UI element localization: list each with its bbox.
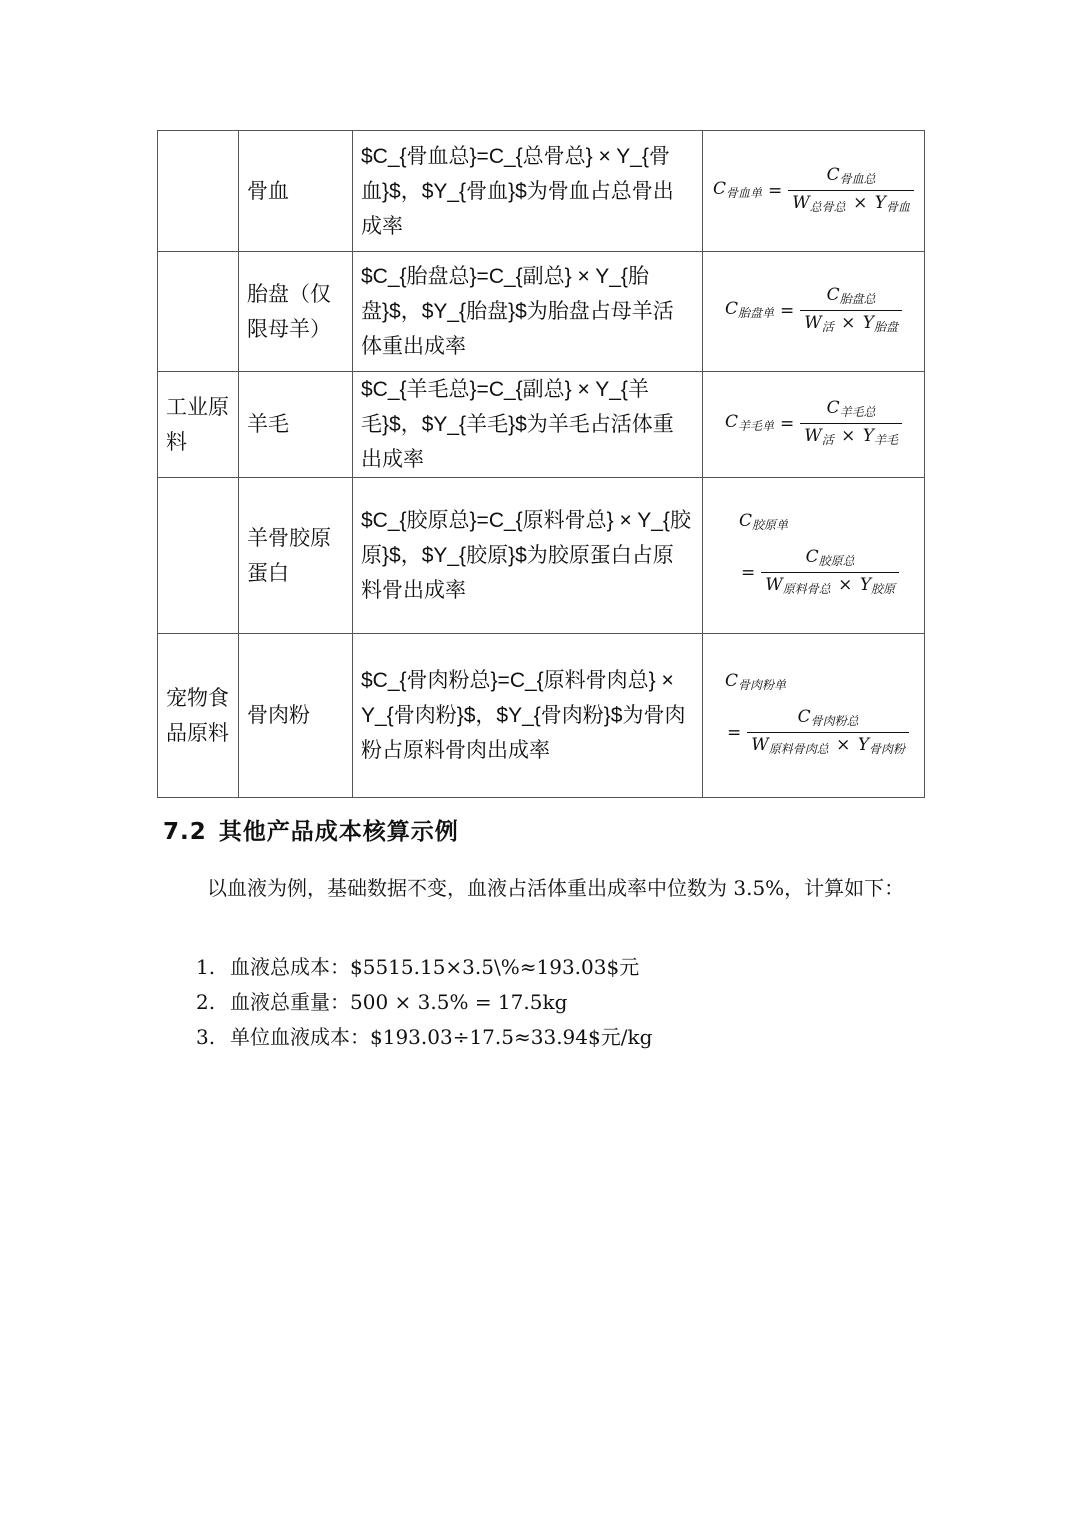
table-row	[158, 478, 925, 634]
product-cell: 羊毛	[239, 372, 353, 478]
table-row	[158, 252, 925, 372]
product-cell: 骨血	[239, 131, 353, 252]
formula-text-cell: $C_{骨血总}=C_{总骨总} × Y_{骨血}$，$Y_{骨血}$为骨血占总骨出成率	[353, 131, 703, 252]
unit-cost-formula: $C_{骨血单}$ = $\frac{C_{骨血总}}{W_{总骨总} \times Y_{骨血}}$	[711, 164, 916, 219]
table-row	[158, 634, 925, 798]
table-row	[158, 372, 925, 478]
calculation-steps	[196, 950, 652, 1055]
category-cell: 宠物食品原料	[158, 634, 239, 798]
formula-text-cell: $C_{胎盘总}=C_{副总} × Y_{胎盘}$，$Y_{胎盘}$为胎盘占母羊活体重出成率	[353, 252, 703, 372]
category-cell: 工业原料	[158, 372, 239, 478]
section-number: 7.2	[163, 819, 207, 845]
list-item: 2. 血液总重量：500 × 3.5% = 17.5kg	[196, 990, 568, 1014]
formula-cell	[703, 252, 925, 372]
unit-cost-formula: $C_{胎盘单}$ = $\frac{C_{胎盘总}}{W_活 \times Y_{胎盘}}$	[711, 284, 916, 339]
table-row	[158, 131, 925, 252]
category-cell	[158, 131, 239, 252]
formula-cell	[703, 634, 925, 798]
formula-cell	[703, 478, 925, 634]
category-cell	[158, 252, 239, 372]
category-cell	[158, 478, 239, 634]
unit-cost-formula: $C_{骨肉粉单}$ = $\frac{C_{骨肉粉总}}{W_{原料骨肉总} \times Y_{骨肉粉}}$	[711, 670, 916, 761]
formula-text-cell: $C_{骨肉粉总}=C_{原料骨肉总} × Y_{骨肉粉}$，$Y_{骨肉粉}$为骨肉粉占原料骨肉出成率	[353, 634, 703, 798]
list-item: 1. 血液总成本：$5515.15×3.5\%≈193.03$元	[196, 955, 640, 979]
section-title: 其他产品成本核算示例	[218, 819, 459, 845]
formula-cell	[703, 372, 925, 478]
unit-cost-formula: $C_{羊毛单}$ = $\frac{C_{羊毛总}}{W_活 \times Y_{羊毛}}$	[711, 397, 916, 452]
formula-cell	[703, 131, 925, 252]
product-cell: 胎盘（仅限母羊）	[239, 252, 353, 372]
body-paragraph: 以血液为例，基础数据不变，血液占活体重出成率中位数为 3.5%，计算如下：	[207, 876, 905, 900]
section-heading	[163, 813, 459, 846]
product-cell: 骨肉粉	[239, 634, 353, 798]
product-cell: 羊骨胶原蛋白	[239, 478, 353, 634]
list-item: 3. 单位血液成本：$193.03÷17.5≈33.94$元/kg	[196, 1025, 653, 1049]
cost-formula-table	[157, 130, 925, 798]
formula-text-cell: $C_{羊毛总}=C_{副总} × Y_{羊毛}$，$Y_{羊毛}$为羊毛占活体重出成率	[353, 372, 703, 478]
unit-cost-formula: $C_{胶原单}$ = $\frac{C_{胶原总}}{W_{原料骨总} \times Y_{胶原}}$	[711, 510, 916, 601]
formula-text-cell: $C_{胶原总}=C_{原料骨总} × Y_{胶原}$，$Y_{胶原}$为胶原蛋白占原料骨出成率	[353, 478, 703, 634]
